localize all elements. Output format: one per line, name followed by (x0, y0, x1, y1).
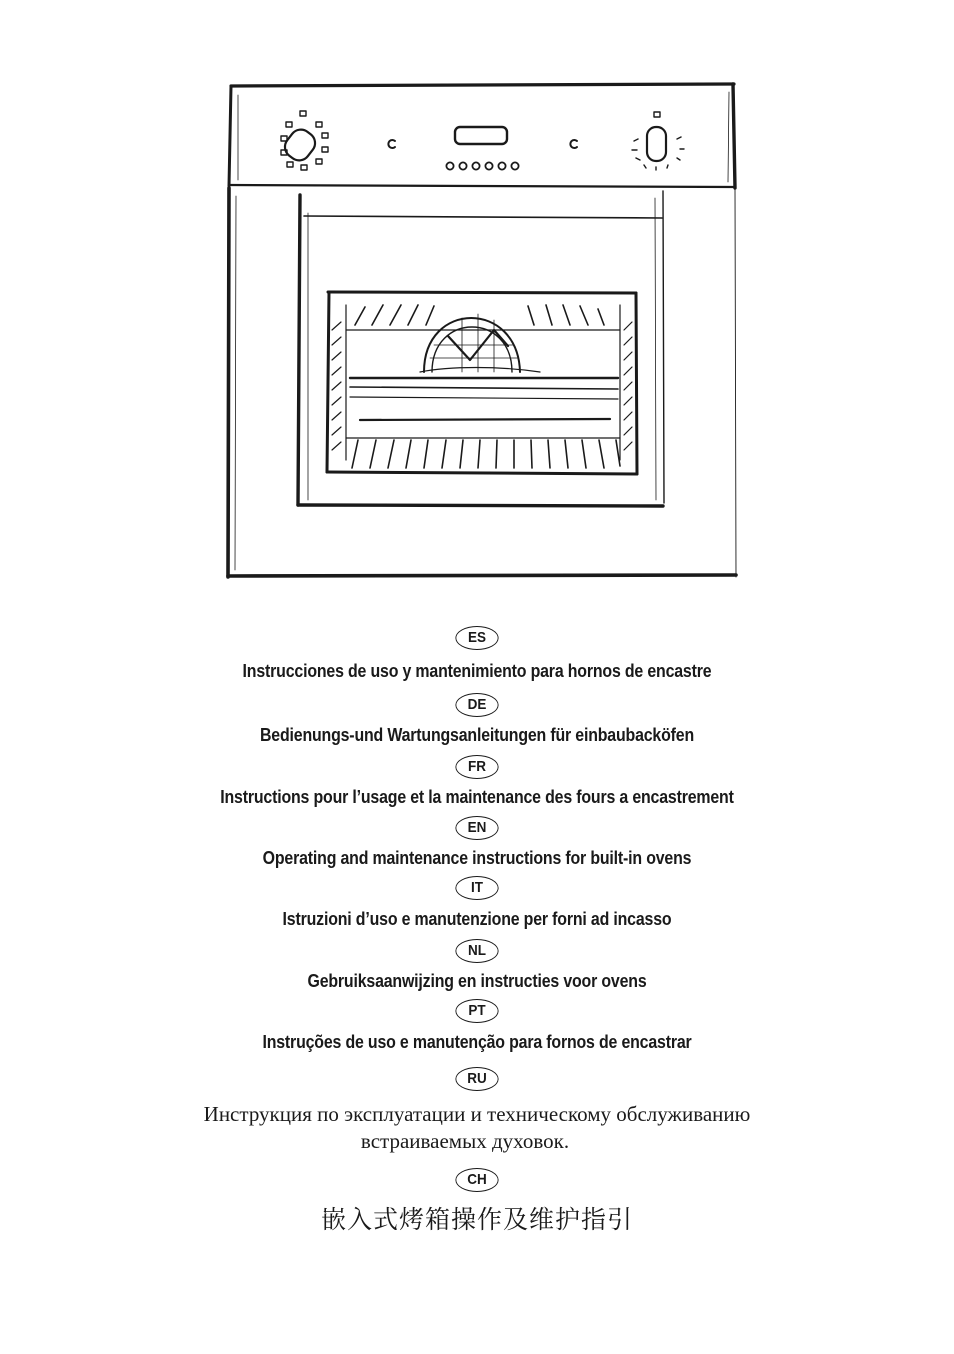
lang-block-it (0, 876, 954, 930)
lang-badge-ch: CH (455, 1168, 498, 1192)
oven-cabinet (228, 188, 736, 577)
title-ru-line2: встраиваемых духовок. (360, 1129, 570, 1153)
title-es: Instrucciones de uso y mantenimiento para hornos de encastre (242, 660, 712, 681)
indicator-light-icon (570, 140, 577, 148)
title-fr: Instructions pour l’usage et la maintenance des fours a encastrement (220, 786, 734, 807)
lang-badge-en: EN (455, 816, 498, 840)
lang-block-es (0, 626, 954, 682)
lang-block-pt (0, 999, 954, 1053)
function-knob-icon (281, 111, 328, 170)
oven-door (298, 191, 664, 506)
lang-badge-nl: NL (455, 939, 498, 963)
oven-illustration (0, 0, 954, 600)
display-icon (455, 127, 507, 144)
control-panel (229, 84, 735, 188)
title-ru-line1: Инструкция по эксплуатации и техническому обслуживанию (203, 1102, 751, 1126)
programmer-buttons (446, 162, 518, 169)
thermostat-knob-icon (632, 112, 684, 170)
lang-badge-es: ES (455, 626, 498, 650)
lang-block-ch (0, 1168, 954, 1236)
lang-block-en (0, 816, 954, 869)
lang-block-fr (0, 755, 954, 808)
title-ch: 嵌入式烤箱操作及维护指引 (320, 1205, 633, 1234)
title-nl: Gebruiksaanwijzing en instructies voor ovens (307, 970, 647, 991)
indicator-light-icon (388, 140, 395, 148)
lang-badge-de: DE (455, 693, 498, 717)
lang-badge-ru: RU (455, 1067, 498, 1091)
roast-dish-icon (420, 314, 540, 372)
lang-block-nl (0, 939, 954, 992)
title-it: Istruzioni d’uso e manutenzione per forni ad incasso (282, 908, 672, 929)
lang-badge-it: IT (455, 876, 498, 900)
title-en: Operating and maintenance instructions for built-in ovens (262, 847, 692, 868)
lang-badge-pt: PT (455, 999, 498, 1023)
title-pt: Instruções de uso e manutenção para fornos de encastrar (262, 1031, 692, 1052)
lang-block-ru (0, 1067, 954, 1155)
oven-window (327, 292, 637, 474)
lang-block-de (0, 693, 954, 746)
lang-badge-fr: FR (455, 755, 498, 779)
title-de: Bedienungs-und Wartungsanleitungen für einbaubacköfen (259, 724, 695, 745)
